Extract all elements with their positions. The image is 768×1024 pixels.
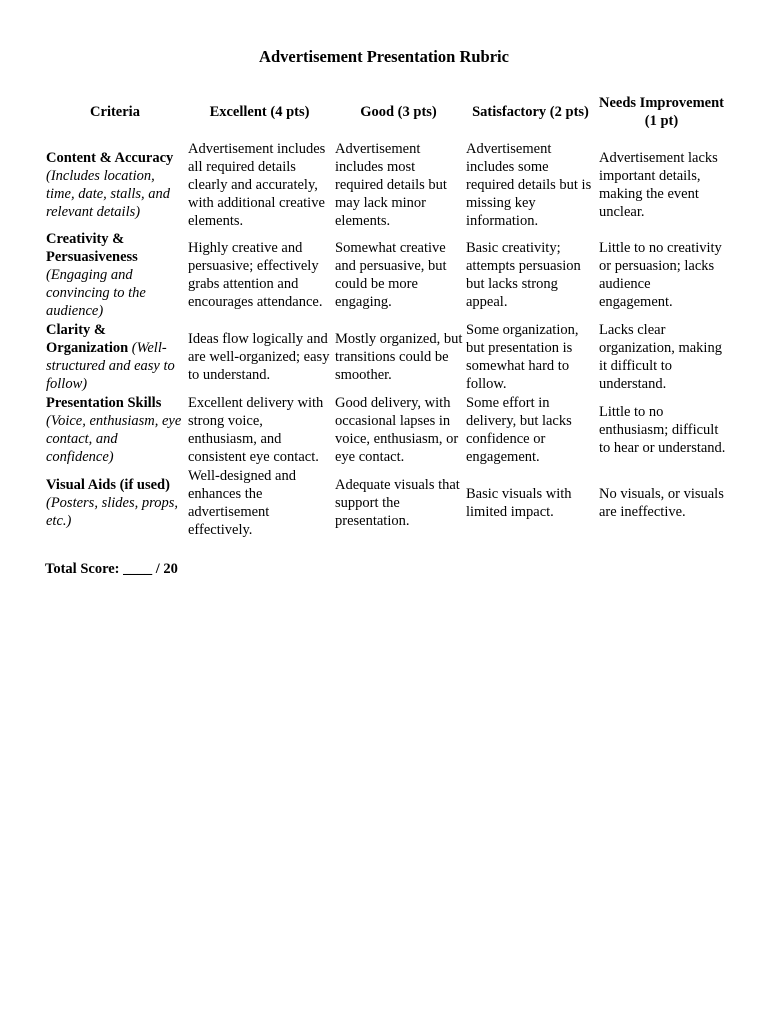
rubric-cell: Ideas flow logically and are well-organized; easy to understand. [188,330,330,383]
rubric-cell: Well-designed and enhances the advertisement effectively. [188,467,296,538]
rubric-cell: Excellent delivery with strong voice, enthusiasm, and consistent eye contact. [188,394,324,465]
rubric-cell: Lacks clear organization, making it difficult to understand. [599,321,722,392]
table-row [44,230,726,320]
rubric-cell: Good delivery, with occasional lapses in voice, enthusiasm, or eye contact. [335,394,459,465]
criteria-name: Content & Accuracy [46,150,174,166]
header-criteria: Criteria [90,104,140,120]
rubric-cell: Little to no creativity or persuasion; lacks audience engagement. [599,240,722,310]
header-needs-improvement: Needs Improvement (1 pt) [599,95,724,129]
document-title: Advertisement Presentation Rubric [259,47,509,66]
criteria-cell [44,230,186,320]
rubric-cell: Advertisement includes some required details but is missing key information. [466,141,592,229]
table-row [44,393,726,466]
rubric-cell: Little to no enthusiasm; difficult to hear or understand. [599,403,726,456]
header-satisfactory: Satisfactory (2 pts) [472,104,589,120]
rubric-cell: Advertisement includes most required details but may lack minor elements. [335,141,447,229]
criteria-cell [44,466,186,539]
criteria-name: Presentation Skills [46,394,162,411]
criteria-cell [44,140,186,230]
criteria-name: Clarity & Organization [46,321,129,356]
rubric-cell: Advertisement lacks important details, making the event unclear. [599,150,718,220]
rubric-cell: Highly creative and persuasive; effectively grabs attention and encourages attendance. [188,240,323,310]
criteria-cell [44,393,186,466]
rubric-cell: No visuals, or visuals are ineffective. [599,485,724,520]
criteria-description: (Engaging and convincing to the audience) [46,267,146,319]
header-good: Good (3 pts) [360,104,437,120]
criteria-cell [44,320,186,393]
rubric-cell: Advertisement includes all required details clearly and accurately, with additional creative elements. [188,141,326,229]
rubric-cell: Somewhat creative and persuasive, but could be more engaging. [335,240,447,310]
criteria-name: Creativity & Persuasiveness [46,231,138,265]
rubric-cell: Some effort in delivery, but lacks confidence or engagement. [466,394,572,465]
header-row [44,84,726,140]
rubric-cell: Mostly organized, but transitions could be smoother. [335,330,463,383]
criteria-description: (Includes location, time, date, stalls, and relevant details) [46,168,171,220]
rubric-cell: Basic creativity; attempts persuasion but lacks strong appeal. [466,240,581,310]
total-score: Total Score: ____ / 20 [45,561,178,577]
rubric-table [44,84,726,539]
rubric-cell: Basic visuals with limited impact. [466,485,572,520]
criteria-name: Visual Aids (if used) [46,476,170,493]
rubric-cell: Some organization, but presentation is somewhat hard to follow. [466,321,579,392]
table-row [44,320,726,393]
criteria-description: (Posters, slides, props, etc.) [46,494,178,529]
table-row [44,466,726,539]
rubric-cell: Adequate visuals that support the presentation. [335,476,460,529]
header-excellent: Excellent (4 pts) [209,104,310,120]
table-row [44,140,726,230]
criteria-description: (Well-structured and easy to follow) [46,339,175,392]
criteria-description: (Voice, enthusiasm, eye contact, and confidence) [46,412,182,465]
